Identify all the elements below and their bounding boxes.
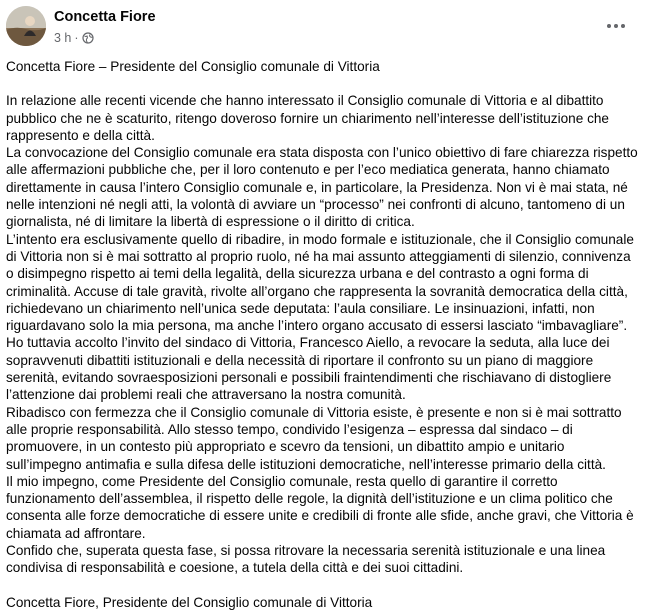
meta-separator: · xyxy=(74,31,79,45)
post-paragraph: L’intento era esclusivamente quello di ribadire, in modo formale e istituzionale, che il Consiglio comunale di Vittoria non si è mai sottratto al proprio ruolo, né ha mai assunto atteggiamenti di silenzio, connivenza o disimpegno rispetto ai temi della legalità, della sicurezza urbana e del contrasto a ogni forma di criminalità. Accuse di tale gravità, rivolte all’organo che rappresenta la sovranità democratica della città, richiedevano un chiarimento nell’unica sede deputata: l’aula consiliare. Le insinuazioni, infatti, non riguardavano solo la mia persona, ma anche l’intero organo accusato di essersi lasciato “imbavagliare”. xyxy=(6,231,634,334)
post-paragraph: In relazione alle recenti vicende che hanno interessato il Consiglio comunale di Vittoria e al dibattito pubblico che ne è scaturito, ritengo doveroso fornire un chiarimento nell’interesse dell’istituzione che rappresento e della città. xyxy=(6,93,609,143)
post-paragraph: Confido che, superata questa fase, si possa ritrovare la necessaria serenità istituzionale e una linea condivisa di responsabilità e coesione, a tutela della città e dei suoi cittadini. xyxy=(6,543,606,576)
dot xyxy=(614,24,618,28)
dot xyxy=(607,24,611,28)
post-meta xyxy=(54,31,94,45)
author-avatar[interactable] xyxy=(6,6,46,46)
spacer xyxy=(6,75,638,92)
post-header xyxy=(6,6,650,56)
post-paragraph: Il mio impegno, come Presidente del Consiglio comunale, resta quello di garantire il corretto funzionamento dell’assemblea, il rispetto delle regole, la dignità dell’istituzione e un clima politico che consenta alle forze democratiche di essere unite e credibili di fronte alle sfide, anche gravi, che Vittoria è chiamata ad affrontare. xyxy=(6,473,634,541)
post-body xyxy=(6,58,638,611)
globe-icon xyxy=(82,32,94,44)
post-paragraph: Ho tuttavia accolto l’invito del sindaco di Vittoria, Francesco Aiello, a revocare la seduta, alla luce dei sopravvenuti dibattiti istituzionali e della necessità di riportare il confronto su un piano di maggiore serenità, evitando sovraesposizioni personali e possibili fraintendimenti che rischiavano di distogliere l’attenzione dai problemi reali che attraversano la nostra comunità. xyxy=(6,335,612,403)
post-paragraph: La convocazione del Consiglio comunale era stata disposta con l’unico obiettivo di fare chiarezza rispetto alle affermazioni pubbliche che, per il loro contenuto e per l’eco mediatica generata, hanno chiamato direttamente in causa l’intero Consiglio comunale e, in particolare, la Presidenza. Non vi è mai stata, né nelle intenzioni né negli atti, la volontà di avviare un “processo” nei confronti di alcuno, tantomeno di un giornalista, né di limitare la libertà di espressione o il diritto di critica. xyxy=(6,145,638,230)
more-options-icon[interactable] xyxy=(604,18,628,34)
post-time[interactable]: 3 h xyxy=(54,31,72,45)
post-signature: Concetta Fiore, Presidente del Consiglio comunale di Vittoria xyxy=(6,594,373,610)
dot xyxy=(621,24,625,28)
spacer xyxy=(6,577,638,594)
post-title: Concetta Fiore – Presidente del Consiglio comunale di Vittoria xyxy=(6,59,380,74)
author-name[interactable]: Concetta Fiore xyxy=(54,9,156,25)
post-paragraph: Ribadisco con fermezza che il Consiglio comunale di Vittoria esiste, è presente e non si è mai sottratto alle proprie responsabilità. Allo stesso tempo, condivido l’esigenza – espressa dal sindaco – di promuovere, in un contesto più appropriato e scevro da tensioni, un dibattito ampio e unitario sull’impegno antimafia e sulla difesa delle istituzioni democratiche, nell’interesse primario della città. xyxy=(6,404,622,472)
